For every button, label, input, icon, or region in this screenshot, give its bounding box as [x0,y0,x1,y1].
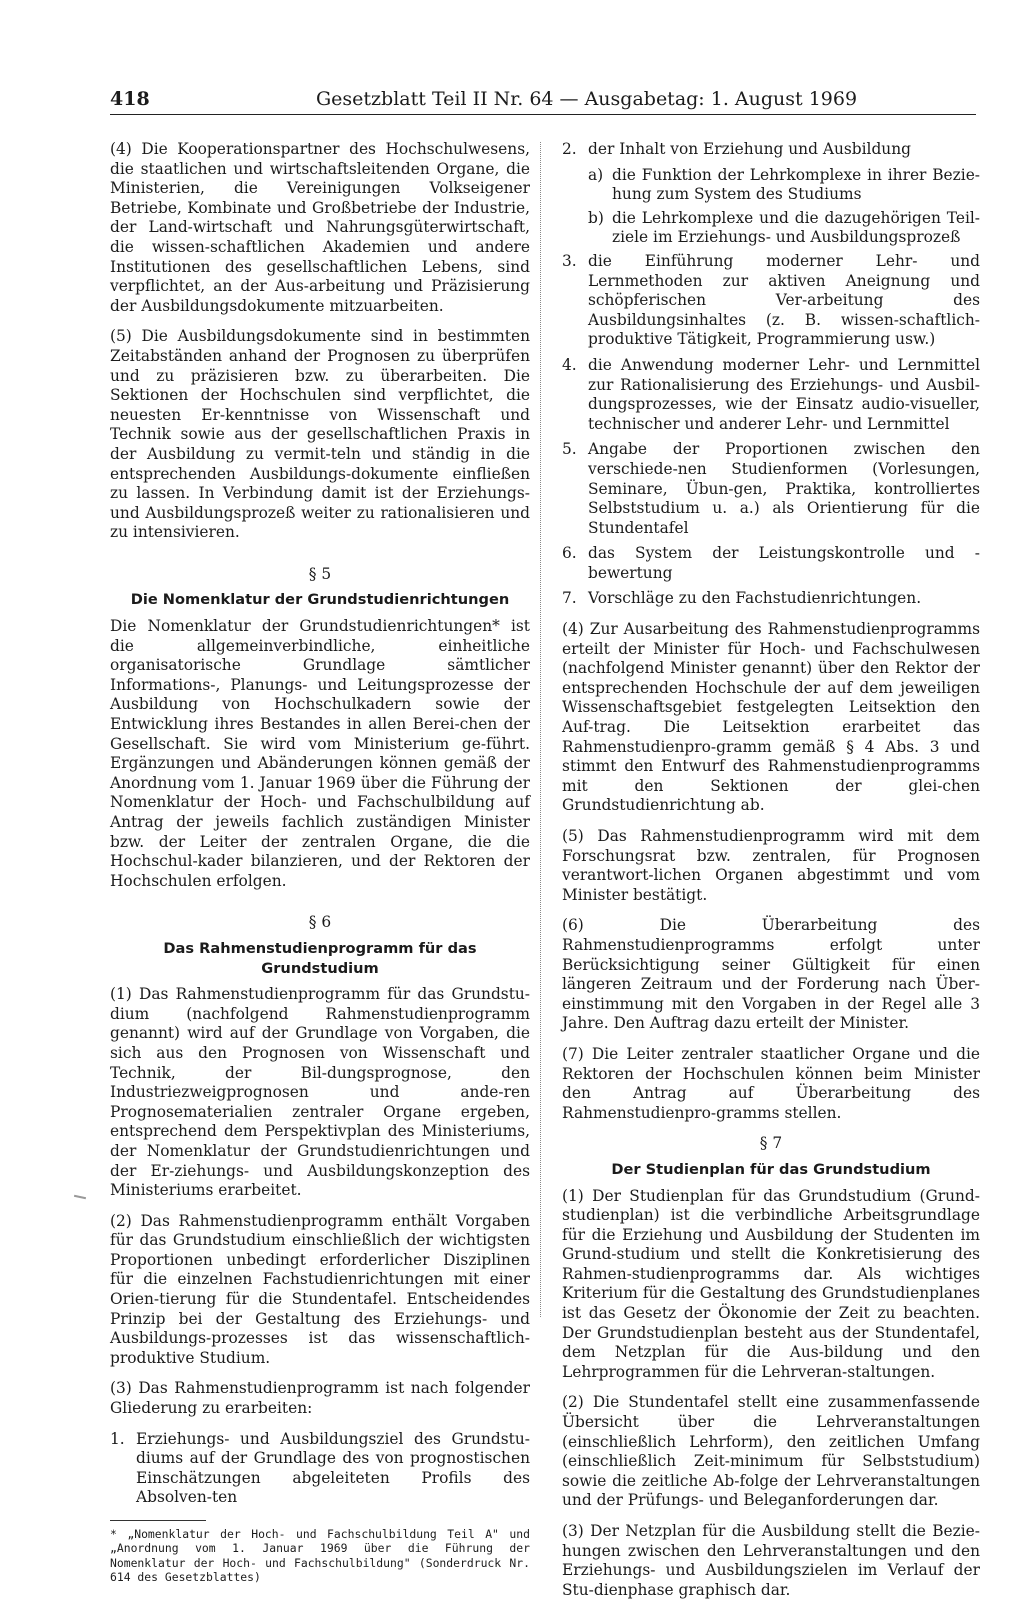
paragraph-7-3: (3) Der Netzplan für die Ausbildung stellt die Bezie-hungen zwischen den Lehrveranstaltungen und den Erziehungs- und Ausbildungszielen im Verlauf der Stu-dienphase graphisch dar. [562,1522,980,1599]
list-item-2a-text: die Funktion der Lehrkomplexe in ihrer Bezie-hung zum System des Studiums [612,165,980,204]
paragraph-6-4: (4) Zur Ausarbeitung des Rahmenstudienprogramms erteilt der Minister für Hoch- und Fachschulwesen (nachfolgend Minister genannt) über den Rektor der entsprechenden Hochschule der auf dem jeweiligen Wissenschaftsgebiet festgelegten Leitsektion den Auf-trag. Die Leitsektion erarbeitet das Rahmenstudienpro-gramm gemäß § 4 Abs. 3 und stimmt den Entwurf des Rahmenstudienprogramms mit den Sektionen der glei-chen Grundstudienrichtung ab. [562,620,980,815]
list-item-2a-letter: a) [588,165,604,184]
list-item-5-text: Angabe der Proportionen zwischen den verschiede-nen Studienformen (Vorlesungen, Seminare, Übun-gen, Praktika, kontrolliertes Selbststudium u. a.) als Orientierung für die Stundentafel [588,440,980,537]
list-item-5-number: 5. [562,440,577,459]
header-rule [110,114,976,115]
footnote: * „Nomenklatur der Hoch- und Fachschulbildung Teil A" und „Anordnung vom 1. Januar 1969 über die Führung der Nomenklatur der Hoch- und Fachschulbildung" (Sonderdruck Nr. 614 des Gesetzblattes) [110,1527,530,1585]
list-item-2a [588,166,980,205]
list-item-6-text: das System der Leistungskontrolle und -bewertung [588,544,980,582]
section-7-number: § 7 [759,1134,783,1153]
list-item-2-number: 2. [562,140,577,158]
list-item-1-text: Erziehungs- und Ausbildungsziel des Grundstu-diums auf der Grundlage des von prognostischen Einschätzungen abgeleiteten Profils des Absolven-ten [136,1429,530,1507]
paragraph-6-1: (1) Das Rahmenstudienprogramm für das Grundstu-dium (nachfolgend Rahmenstudienprogramm genannt) wird auf der Grundlage von Vorgaben, die sich aus den Prognosen von Wissenschaft und Technik, der Bil-dungsprognose, den Industriezweigprognosen und ande-ren Prognosematerialien zentraler Organe ergeben, entsprechend dem Perspektivplan des Ministeriums, der Nomenklatur der Grundstudienrichtungen und der Er-ziehungs- und Ausbildungskonzeption des Ministeriums erarbeitet. [110,985,530,1200]
list-item-6-number: 6. [562,544,577,563]
list-item-3-number: 3. [562,251,577,270]
paragraph-6-2: (2) Das Rahmenstudienprogramm enthält Vorgaben für das Grundstudium einschließlich der wichtigsten Proportionen unbedingt erforderlicher Disziplinen für die einzelnen Fachstudienrichtungen mit einer Orien-tierung für die Stundentafel. Entscheidendes Prinzip bei der Gestaltung des Erziehungs- und Ausbildungs-prozesses ist das wissenschaftlich-produktive Studium. [110,1211,530,1367]
list-item-2-subitems [562,166,980,248]
list-item-7 [562,589,980,609]
paragraph-6-3: (3) Das Rahmenstudienprogramm ist nach folgender Gliederung zu erarbeiten: [110,1379,530,1418]
list-item-2-text: der Inhalt von Erziehung und Ausbildung [588,140,911,158]
right-column [562,140,980,1611]
section-6-title: Das Rahmenstudienprogramm für das Grundstudium [163,939,477,977]
margin-mark [74,1195,86,1199]
column-divider [540,142,541,1317]
page-number: 418 [110,88,150,110]
paragraph-6-5: (5) Das Rahmenstudienprogramm wird mit dem Forschungsrat bzw. zentralen, für Prognosen verantwort-lichen Organen abgestimmt und vom Minister bestätigt. [562,827,980,904]
gazette-title: Gesetzblatt Teil II Nr. 64 — Ausgabetag: 1. August 1969 [316,88,858,110]
list-item-6 [562,544,980,583]
paragraph-6-6: (6) Die Überarbeitung des Rahmenstudienprogramms erfolgt unter Berücksichtigung seiner Gültigkeit für einen längeren Zeitraum und der Forderung nach Über-einstimmung mit den Vorgaben in der Regel alle 3 Jahre. Den Auftrag dazu erteilt der Minister. [562,916,980,1033]
list-item-4-text: die Anwendung moderner Lehr- und Lernmittel zur Rationalisierung des Erziehungs- und Ausbil-dungsprozesses, wie der Einsatz audio-visueller, technischer und anderer Lehr- und Lernmittel [588,355,980,433]
list-item-1 [110,1430,530,1508]
list-item-2b-text: die Lehrkomplexe und die dazugehörigen Teil-ziele im Erziehungs- und Ausbildungsprozeß [612,208,980,247]
paragraph-4-5: (5) Die Ausbildungsdokumente sind in bestimmten Zeitabständen anhand der Prognosen zu überprüfen und zu präzisieren bzw. zu überarbeiten. Die Sektionen der Hochschulen sind verpflichtet, die neuesten Er-kenntnisse von Wissenschaft und Technik sowie aus der gesellschaftlichen Praxis in der Ausbildung zu vermit-teln und ständig in die entsprechenden Ausbildungs-dokumente einfließen zu lassen. In Verbindung damit ist der Erziehungs- und Ausbildungsprozeß weiter zu rationalisieren und zu intensivieren. [110,327,530,542]
footnote-rule [110,1520,206,1521]
list-item-3 [562,252,980,350]
list-item-7-number: 7. [562,589,577,608]
list-item-4-number: 4. [562,355,577,374]
section-7-title: Der Studienplan für das Grundstudium [611,1160,931,1178]
section-5-title: Die Nomenklatur der Grundstudienrichtungen [130,591,510,609]
section-5-text: Die Nomenklatur der Grundstudienrichtungen* ist die allgemeinverbindliche, einheitliche organisatorische Grundlage sämtlicher Informations-, Planungs- und Leitungsprozesse der Ausbildung von Hochschulkadern sowie der Entwicklung ihres Bestandes in allen Berei-chen der Gesellschaft. Sie wird vom Ministerium ge-führt. Ergänzungen und Abänderungen können gemäß der Anordnung vom 1. Januar 1969 über die Führung der Nomenklatur der Hoch- und Fachschulbildung auf Antrag der jeweils fachlich zuständigen Minister bzw. der Leiter der zentralen Organe, die die Hochschul-kader bilanzieren, und der Rektoren der Hochschulen erfolgen. [110,617,530,890]
list-item-3-text: die Einführung moderner Lehr- und Lernmethoden zur aktiven Aneignung und schöpferischen Ver-arbeitung des Ausbildungsinhaltes (z. B. wissen-schaftlich-produktive Tätigkeit, Programmierung usw.) [588,251,980,349]
list-item-2 [562,140,980,160]
paragraph-7-2: (2) Die Stundentafel stellt eine zusammenfassende Übersicht über die Lehrveranstaltungen (einschließlich Lehrform), den zeitlichen Umfang (einschließlich Zeit-minimum für Selbststudium) sowie die zeitliche Ab-folge der Lehrveranstaltungen und der Prüfungs- und Beleganforderungen dar. [562,1393,980,1510]
list-item-4 [562,356,980,434]
section-6-number: § 6 [308,913,332,932]
list-item-5 [562,440,980,538]
paragraph-7-1: (1) Der Studienplan für das Grundstudium (Grund-studienplan) ist die verbindliche Arbeitsgrundlage für die Erziehung und Ausbildung der Studenten im Grund-studium und stellt die Konkretisierung des Rahmen-studienprogramms dar. Als wichtiges Kriterium für die Gestaltung des Grundstudienplanes ist das Gesetz der Ökonomie der Zeit zu beachten. Der Grundstudienplan besteht aus der Stundentafel, dem Netzplan für die Aus-bildung und den Lehrprogrammen für die Lehrveran-staltungen. [562,1186,980,1381]
list-item-2b [588,209,980,248]
page-header [110,88,976,114]
paragraph-4-4: (4) Die Kooperationspartner des Hochschulwesens, die staatlichen und wirtschaftsleitenden Organe, die Ministerien, die Vereinigungen Volkseigener Betriebe, Kombinate und Großbetriebe der Industrie, der Land-wirtschaft und Nahrungsgüterwirtschaft, die wissen-schaftlichen Akademien und andere Institutionen des gesellschaftlichen Lebens, sind verpflichtet, an der Aus-arbeitung und Präzisierung der Ausbildungsdokumente mitzuarbeiten. [110,140,530,315]
list-item-2b-letter: b) [588,208,604,227]
section-5-number: § 5 [308,564,332,583]
list-item-1-number: 1. [110,1429,125,1448]
left-column [110,140,530,1585]
list-item-7-text: Vorschläge zu den Fachstudienrichtungen. [588,589,922,608]
paragraph-6-7: (7) Die Leiter zentraler staatlicher Organe und die Rektoren der Hochschulen können beim Minister den Antrag auf Überarbeitung des Rahmenstudienpro-gramms stellen. [562,1044,980,1122]
